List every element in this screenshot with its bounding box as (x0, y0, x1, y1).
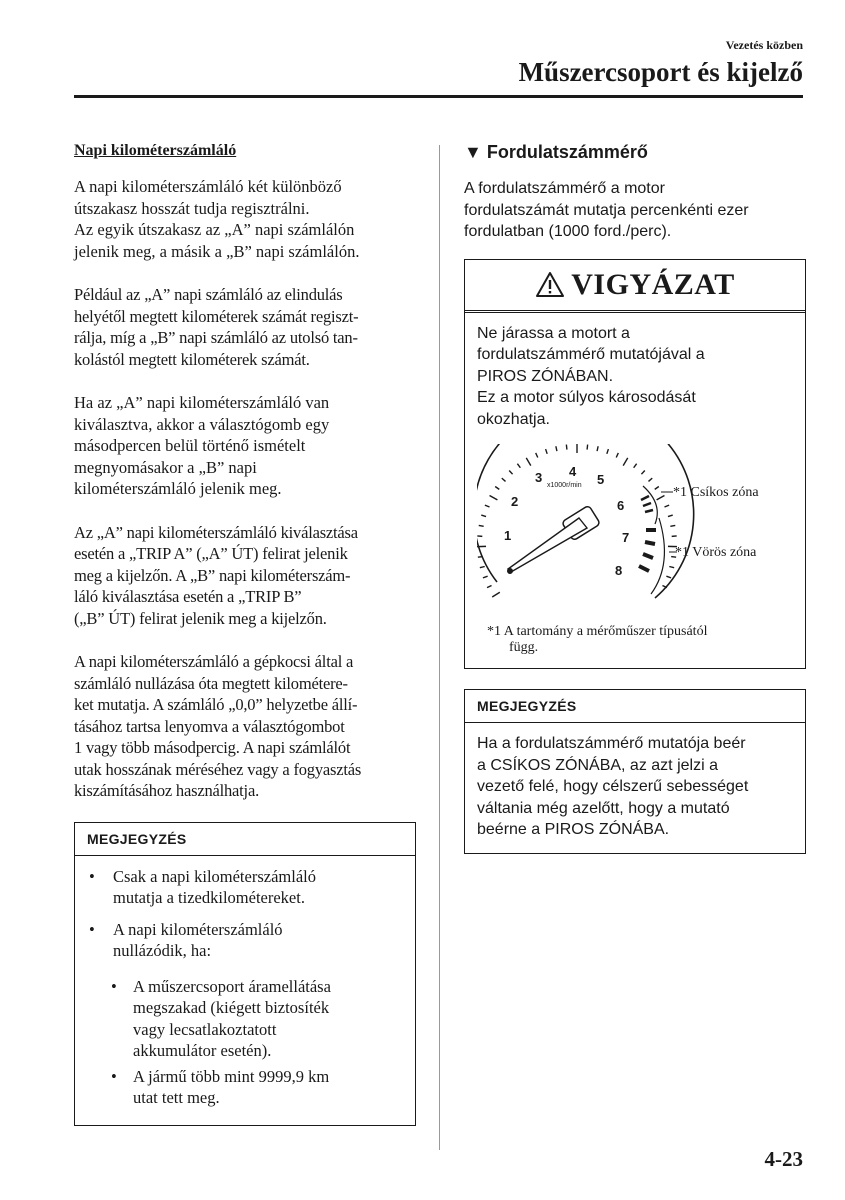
trip-meter-heading: Napi kilométerszámláló (74, 142, 237, 159)
note-heading: MEGJEGYZÉS (75, 823, 415, 856)
tachometer-paragraph (464, 178, 806, 243)
text-line: fordulatszámmérő mutatójával a (477, 346, 705, 363)
gauge-tick (536, 453, 538, 458)
gauge-tick (669, 566, 674, 567)
gauge-tick (665, 505, 670, 507)
caution-text (477, 323, 793, 431)
text-line: tásához tartsa lenyomva a választógombot (74, 716, 345, 736)
gauge-tick (607, 449, 609, 454)
gauge-tick (616, 453, 618, 458)
gauge-tick (655, 486, 659, 489)
warning-triangle-icon (535, 271, 565, 298)
text-line: PIROS ZÓNÁBAN. (477, 367, 614, 385)
note-subbullet (111, 976, 403, 1062)
tachometer-svg (477, 444, 795, 624)
note-body (75, 856, 415, 1125)
gauge-tick (648, 478, 652, 481)
gauge-tick (666, 576, 671, 578)
gauge-tick (479, 525, 484, 526)
gauge-tick (490, 496, 498, 500)
tachometer-heading-text: Fordulatszámmérő (486, 142, 648, 162)
column-divider (439, 145, 440, 1150)
gauge-tick (668, 515, 673, 516)
text-line: A napi kilométerszámláló a gépkocsi által a (74, 652, 354, 671)
text-line: kiválasztva, akkor a választógomb egy (74, 414, 330, 434)
section-label: Vezetés közben (725, 38, 803, 52)
bullet-icon: • (111, 1066, 117, 1086)
striped-zone-marks (641, 496, 653, 512)
trip-meter-paragraph-3 (74, 392, 416, 500)
red-zone-label: *1 Vörös zóna (675, 545, 757, 560)
text-line: mutatja a tizedkilométereket. (113, 888, 305, 907)
text-line: Ha az „A” napi kilométerszámláló van (74, 393, 330, 412)
trip-meter-paragraph-2 (74, 284, 416, 370)
text-line: („B” ÚT) felirat jelenik meg a kijelzőn. (74, 608, 327, 628)
note-bullet (87, 866, 403, 909)
text-line: fordulatszámát mutatja percenkénti ezer (464, 201, 749, 219)
gauge-tick (657, 496, 665, 500)
text-line: fordulatban (1000 ford./perc). (464, 223, 672, 240)
text-line: megnyomásakor a „B” napi (74, 457, 257, 477)
text-line: ket mutatja. A számláló „0,0” helyzetbe állí- (74, 695, 358, 714)
text-line: kiszámításához használhatja. (74, 781, 259, 800)
text-line: váltania még azelőtt, hogy a mutató (477, 799, 730, 817)
text-line: nullázódik, ha: (113, 941, 212, 960)
caution-body (465, 313, 805, 669)
text-line: Ha a fordulatszámmérő mutatója beér (477, 735, 746, 752)
text-line: A jármű több mint 9999,9 km (133, 1066, 330, 1086)
text-line: Az egyik útszakasz az „A” napi számlálón (74, 220, 355, 239)
text-line: vagy lecsatlakoztatott (133, 1019, 277, 1039)
tachometer-illustration (477, 444, 793, 624)
trip-meter-paragraph-4 (74, 522, 416, 630)
text-line: megszakad (kiégett biztosíték (133, 998, 330, 1017)
caution-box (464, 259, 806, 670)
gauge-tick-label: 5 (597, 472, 605, 487)
text-line: másodpercen belül történő ismételt (74, 436, 306, 455)
right-note-box (464, 689, 806, 854)
gauge-tick (509, 471, 512, 475)
title-rule (74, 95, 803, 98)
gauge-tick (556, 446, 557, 451)
gauge-tick (634, 464, 637, 468)
tachometer-heading (464, 140, 806, 164)
text-line: okozhatja. (477, 410, 550, 428)
gauge-tick (587, 445, 588, 450)
note-heading: MEGJEGYZÉS (465, 690, 805, 723)
trip-meter-paragraph-1 (74, 176, 416, 262)
caution-heading-text: VIGYÁZAT (571, 267, 735, 301)
left-note-box (74, 822, 416, 1126)
right-column (464, 140, 806, 854)
gauge-tick-label: 1 (504, 528, 512, 543)
text-line: utak hosszának méréséhez vagy a fogyasztás (74, 759, 362, 779)
text-line: jelenik meg, a másik a „B” napi számlálón. (74, 241, 360, 261)
gauge-tick (526, 458, 531, 466)
trip-meter-paragraph-5 (74, 651, 416, 802)
caution-footnote (487, 624, 793, 656)
gauge-unit-label: x1000r/min (547, 482, 582, 489)
triangle-down-icon: ▼ (464, 142, 482, 162)
gauge-tick-label: 4 (569, 464, 577, 479)
note-text (477, 733, 793, 841)
text-line: függ. (509, 640, 539, 655)
text-line: A fordulatszámmérő a motor (464, 180, 665, 197)
note-body (465, 723, 805, 853)
bullet-icon: • (89, 866, 95, 886)
text-line: A műszercsoport áramellátása (133, 976, 331, 996)
text-line: rálja, míg a „B” napi számláló az utolsó tan- (74, 328, 358, 347)
bullet-icon: • (89, 919, 95, 939)
gauge-tick (566, 445, 567, 450)
page-title: Műszercsoport és kijelző (518, 57, 803, 87)
text-line: Ez a motor súlyos károsodását (477, 389, 696, 406)
gauge-tick (641, 471, 644, 475)
note-subbullet (111, 1066, 403, 1109)
gauge-tick-label: 2 (511, 494, 519, 509)
note-bullet (87, 919, 403, 962)
bullet-icon: • (111, 976, 117, 996)
text-line: beérne a PIROS ZÓNÁBA. (477, 821, 670, 838)
gauge-tick (483, 576, 488, 578)
red-zone-marks (639, 530, 656, 571)
text-line: akkumulátor esetén). (133, 1041, 272, 1060)
text-line: Az „A” napi kilométerszámláló kiválasztása (74, 522, 358, 542)
gauge-tick-label: 7 (622, 530, 630, 545)
gauge-tick (478, 557, 483, 558)
text-line: kilométerszámláló jelenik meg. (74, 479, 282, 498)
text-line: Csak a napi kilométerszámláló (113, 866, 316, 886)
text-line: láló kiválasztása esetén a „TRIP B” (74, 587, 302, 606)
gauge-tick (546, 449, 548, 454)
needle (508, 518, 587, 572)
gauge-tick (481, 515, 486, 516)
gauge-tick-label: 3 (535, 470, 543, 485)
gauge-tick-label: 8 (615, 563, 623, 578)
text-line: *1 A tartomány a mérőműszer típusától (487, 624, 708, 639)
text-line: vezető felé, hogy célszerű sebességet (477, 778, 749, 795)
text-line: A napi kilométerszámláló (113, 919, 283, 939)
text-line: Ne járassa a motort a (477, 324, 630, 342)
left-column (74, 140, 416, 1126)
gauge-tick (485, 505, 490, 507)
striped-zone-label: *1 Csíkos zóna (673, 485, 759, 500)
text-line: meg a kijelzőn. A „B” napi kilométerszám- (74, 565, 351, 585)
text-line: útszakasz hosszát tudja regisztrálni. (74, 198, 310, 218)
gauge-tick (502, 478, 506, 481)
text-line: esetén a „TRIP A” („A” ÚT) felirat jelenik (74, 544, 348, 563)
page-number: 4-23 (764, 1147, 803, 1171)
text-line: helyétől megtett kilométerek számát regiszt- (74, 306, 359, 326)
caution-heading (465, 260, 805, 313)
text-line: számláló nullázása óta megtett kilométere- (74, 673, 348, 693)
gauge-tick (670, 525, 675, 526)
gauge-tick (597, 446, 598, 451)
gauge-tick (480, 566, 485, 567)
text-line: 1 vagy több másodpercig. A napi számlálót (74, 738, 351, 757)
gauge-tick-label: 6 (617, 498, 625, 513)
gauge-tick (517, 464, 520, 468)
text-line: a CSÍKOS ZÓNÁBA, az azt jelzi a (477, 756, 718, 774)
needle-tip (507, 568, 513, 574)
gauge-tick (487, 585, 491, 587)
gauge-tick (492, 592, 500, 597)
gauge-tick (495, 486, 499, 489)
text-line: utat tett meg. (133, 1088, 220, 1107)
gauge-tick (623, 458, 628, 466)
text-line: A napi kilométerszámláló két különböző (74, 177, 342, 196)
text-line: Például az „A” napi számláló az elindulás (74, 285, 343, 304)
text-line: kolástól megtett kilométerek számát. (74, 349, 310, 369)
